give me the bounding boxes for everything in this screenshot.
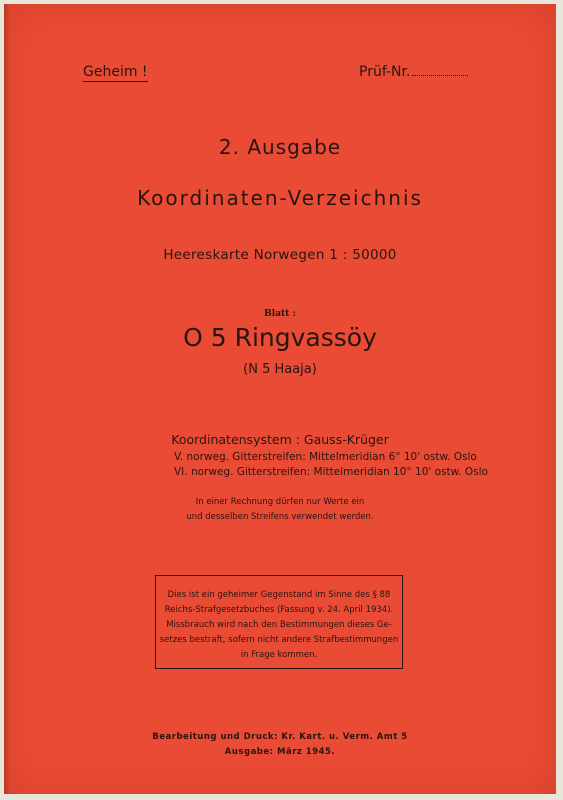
calculation-note-line: und desselben Streifens verwendet werden. — [186, 512, 374, 522]
calculation-note-line: In einer Rechnung dürfen nur Werte ein — [195, 497, 365, 507]
warning-line: Reichs-Strafgesetzbuches (Fassung v. 24. April 1934). — [164, 605, 394, 615]
check-number-blank — [412, 75, 468, 76]
publisher-line: Bearbeitung und Druck: Kr. Kart. u. Verm. Amt 5 — [152, 732, 408, 742]
sheet-name: O 5 Ringvassöy — [183, 323, 377, 352]
grid-strip-v: V. norweg. Gitterstreifen: Mittelmeridian 6° 10' ostw. Oslo — [174, 451, 477, 463]
secrecy-warning-box — [155, 575, 403, 669]
edition-heading: 2. Ausgabe — [218, 135, 342, 159]
grid-strip-vi: VI. norweg. Gitterstreifen: Mittelmeridian 10° 10' ostw. Oslo — [174, 466, 488, 478]
warning-line: Missbrauch wird nach den Bestimmungen dieses Ge- — [166, 620, 392, 630]
issue-date-line: Ausgabe: März 1945. — [224, 747, 336, 757]
check-number-field — [359, 64, 468, 80]
coordinate-system: Koordinatensystem : Gauss-Krüger — [171, 432, 389, 447]
sheet-label: Blatt : — [264, 309, 296, 319]
classification-label: Geheim ! — [83, 64, 148, 80]
map-series: Heereskarte Norwegen 1 : 50000 — [163, 247, 397, 263]
warning-line: in Frage kommen. — [240, 650, 318, 660]
check-number-label: Prüf-Nr. — [359, 64, 411, 80]
document-cover — [4, 4, 556, 794]
sheet-alt-name: (N 5 Haaja) — [243, 362, 317, 377]
warning-line: Dies ist ein geheimer Gegenstand im Sinne des § 88 — [167, 590, 391, 600]
document-title: Koordinaten-Verzeichnis — [137, 186, 423, 210]
warning-line: setzes bestraft, sofern nicht andere Strafbestimmungen — [159, 635, 399, 645]
binding-edge — [4, 4, 10, 794]
